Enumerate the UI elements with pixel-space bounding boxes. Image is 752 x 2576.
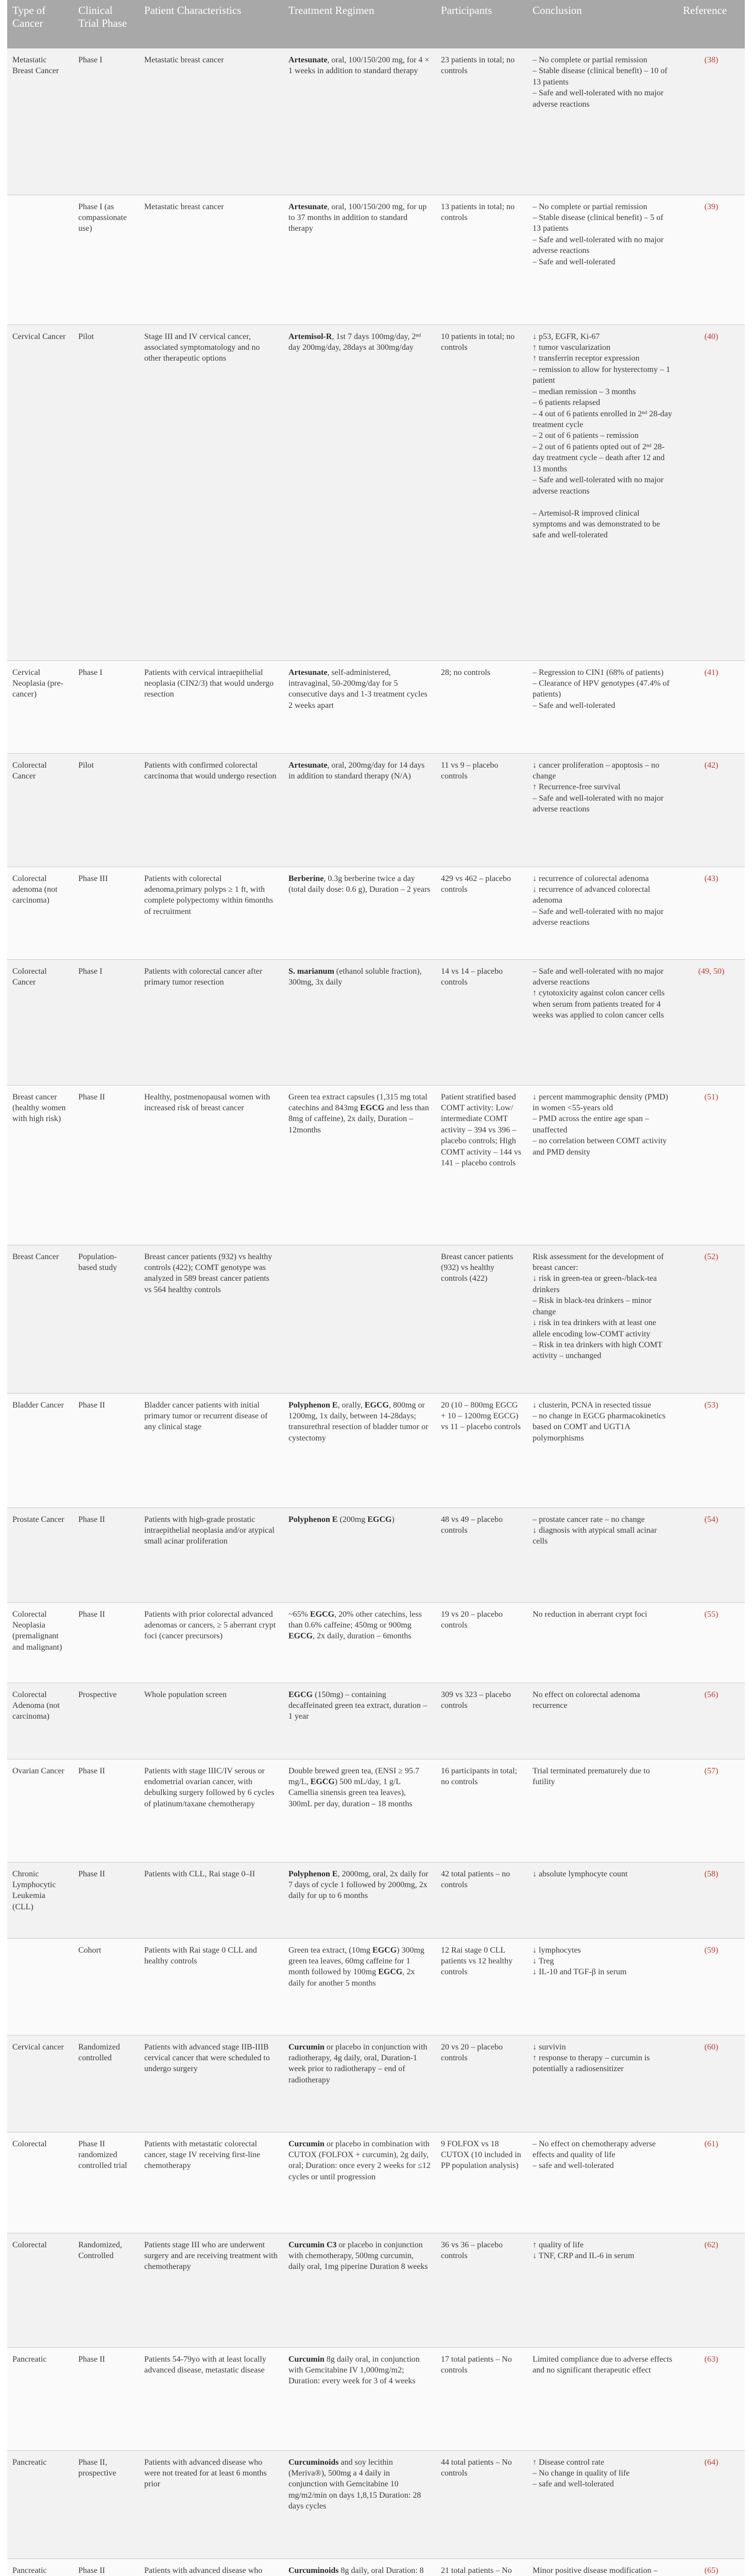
cell-patient-characteristics: Patients with CLL, Rai stage 0–II [139, 1862, 283, 1938]
conclusion-line: ↑ transferrin receptor expression [533, 354, 640, 363]
conclusion-line: Trial terminated prematurely due to futility [533, 1766, 650, 1786]
conclusion-line: ↓ diagnosis with atypical small acinar cells [533, 1526, 657, 1546]
conclusion-line: ↓ risk in green-tea or green-/black-tea drinkers [533, 1274, 657, 1294]
conclusion-line: – Safe and well-tolerated with no major adverse reactions [533, 235, 664, 256]
cell-treatment-regimen: Artesunate, oral, 200mg/day for 14 days in addition to standard therapy (N/A) [283, 753, 436, 867]
conclusion-line: – safe and well-tolerated [533, 2161, 614, 2171]
cell-conclusion [527, 1085, 678, 1245]
conclusion-line: – 6 patients relapsed [533, 398, 601, 408]
cell-patient-characteristics: Patients with Rai stage 0 CLL and healthy controls [139, 1938, 283, 2035]
cell-treatment-regimen: Polyphenon E, 2000mg, oral, 2x daily for 7 days of cycle 1 followed by 2000mg, 2x daily for up to 6 months [283, 1862, 436, 1938]
conclusion-line: – 4 out of 6 patients enrolled in 2ⁿᵈ 28-day treatment cycle [533, 409, 672, 429]
conclusion-line [533, 497, 673, 507]
cell-type-of-cancer: Cervical Neoplasia (pre-cancer) [7, 660, 73, 753]
cell-patient-characteristics: Patients with prior colorectal advanced adenomas or cancers, ≥ 5 aberrant crypt foci (cancer precursors) [139, 1602, 283, 1683]
cell-conclusion [527, 2450, 678, 2558]
conclusion-line: – Risk in tea drinkers with high COMT activity – unchanged [533, 1341, 662, 1361]
cell-treatment-regimen: Polyphenon E, orally, EGCG, 800mg or 1200mg, 1x daily, between 14-28days; transurethral resection of bladder tumor or cystectomy [283, 1393, 436, 1507]
cell-patient-characteristics: Patients with cervical intraepithelial neoplasia (CIN2/3) that would undergo resection [139, 660, 283, 753]
cell-participants: Patient stratified based COMT activity: Low/ intermediate COMT activity – 394 vs 396 – placebo controls; High COMT activity – 144 vs 141 – placebo controls [436, 1085, 527, 1245]
cell-type-of-cancer: Bladder Cancer [7, 1393, 73, 1507]
clinical-trials-table [7, 0, 745, 2576]
conclusion-line: ↓ recurrence of colorectal adenoma [533, 874, 649, 883]
conclusion-line: ↑ cytotoxicity against colon cancer cells when serum from patients treated for 4 weeks was applied to colon cancer cells [533, 989, 665, 1020]
table-row [7, 2450, 745, 2558]
cell-treatment-regimen: Curcumin or placebo in conjunction with radiotherapy, 4g daily, oral, Duration-1 week prior to radiotherapy – end of radiotherapy [283, 2035, 436, 2132]
cell-conclusion [527, 1393, 678, 1507]
conclusion-line: – PMD across the entire age span – unaffected [533, 1114, 650, 1134]
cell-type-of-cancer: Cervical cancer [7, 2035, 73, 2132]
cell-participants: 9 FOLFOX vs 18 CUTOX (10 included in PP population analysis) [436, 2132, 527, 2233]
cell-treatment-regimen: Green tea extract, (10mg EGCG) 300mg green tea leaves, 60mg caffeine for 1 month followed by 100mg EGCG, 2x daily for another 5 months [283, 1938, 436, 2035]
cell-treatment-regimen: Berberine, 0.3g berberine twice a day (total daily dose: 0.6 g), Duration – 2 years [283, 867, 436, 959]
conclusion-line: – 2 out of 6 patients – remission [533, 431, 639, 440]
cell-participants: 36 vs 36 – placebo controls [436, 2233, 527, 2347]
conclusion-line: Minor positive disease modification – [533, 2566, 658, 2575]
table-row [7, 48, 745, 195]
table-row [7, 660, 745, 753]
cell-treatment-regimen: Green tea extract capsules (1,315 mg total catechins and 843mg EGCG and less than 8mg of caffeine), 2x daily, Duration – 12months [283, 1085, 436, 1245]
conclusion-line: – remission to allow for hysterectomy – 1 patient [533, 365, 671, 385]
cell-reference[interactable]: (63) [678, 2347, 745, 2450]
header-treatment-regimen: Treatment Regimen [288, 4, 374, 16]
cell-reference[interactable]: (53) [678, 1393, 745, 1507]
cell-reference[interactable]: (60) [678, 2035, 745, 2132]
cell-reference[interactable]: (55) [678, 1602, 745, 1683]
conclusion-line: – safe and well-tolerated [533, 2480, 614, 2489]
cell-participants: 14 vs 14 – placebo controls [436, 959, 527, 1085]
cell-conclusion [527, 753, 678, 867]
cell-patient-characteristics: Patients with high-grade prostatic intraepithelial neoplasia and/or atypical small acinar proliferation [139, 1507, 283, 1602]
table-row [7, 2233, 745, 2347]
table-row [7, 2558, 745, 2576]
cell-conclusion [527, 1759, 678, 1862]
conclusion-line: – No complete or partial remission [533, 202, 647, 211]
cell-participants: 13 patients in total; no controls [436, 195, 527, 325]
header-reference: Reference [683, 4, 727, 16]
cell-participants: 12 Rai stage 0 CLL patients vs 12 healthy controls [436, 1938, 527, 2035]
conclusion-line: ↑ Recurrence-free survival [533, 783, 621, 792]
conclusion-line: ↑ tumor vascularization [533, 343, 611, 352]
cell-conclusion [527, 2233, 678, 2347]
cell-treatment-regimen: Artesunate, oral, 100/150/200 mg, for up to 37 months in addition to standard therapy [283, 195, 436, 325]
cell-clinical-trial-phase: Phase II [73, 1862, 139, 1938]
cell-participants: 16 participants in total; no controls [436, 1759, 527, 1862]
cell-type-of-cancer: Colorectal Neoplasia (premalignant and malignant) [7, 1602, 73, 1683]
cell-type-of-cancer [7, 195, 73, 325]
cell-participants: 44 total patients – No controls [436, 2450, 527, 2558]
cell-reference[interactable]: (39) [678, 195, 745, 325]
cell-type-of-cancer: Pancreatic [7, 2450, 73, 2558]
conclusion-line: – Stable disease (clinical benefit) – 10 of 13 patients [533, 66, 668, 87]
table-row [7, 2132, 745, 2233]
cell-treatment-regimen: Polyphenon E (200mg EGCG) [283, 1507, 436, 1602]
cell-participants: 20 (10 – 800mg EGCG + 10 – 1200mg EGCG) vs 11 – placebo controls [436, 1393, 527, 1507]
cell-conclusion [527, 2035, 678, 2132]
conclusion-line: ↓ percent mammographic density (PMD) in women <55-years old [533, 1092, 669, 1112]
cell-conclusion [527, 2558, 678, 2576]
cell-type-of-cancer: Colorectal [7, 2132, 73, 2233]
conclusion-line: – No effect on chemotherapy adverse effects and quality of life [533, 2139, 656, 2159]
cell-conclusion [527, 195, 678, 325]
conclusion-line: No reduction in aberrant crypt foci [533, 1609, 647, 1619]
cell-participants: Breast cancer patients (932) vs healthy controls (422) [436, 1245, 527, 1393]
table-row [7, 1393, 745, 1507]
table-row [7, 1602, 745, 1683]
cell-clinical-trial-phase: Pilot [73, 753, 139, 867]
conclusion-line: ↓ lymphocytes [533, 1945, 581, 1955]
header-clinical-trial-phase: Clinical Trial Phase [78, 4, 127, 30]
conclusion-line: Risk assessment for the development of breast cancer: [533, 1252, 664, 1272]
conclusion-line: ↓ recurrence of advanced colorectal adenoma [533, 885, 651, 905]
cell-patient-characteristics: Patients with metastatic colorectal cancer, stage IV receiving first-line chemotherapy [139, 2132, 283, 2233]
cell-clinical-trial-phase: Phase II [73, 1759, 139, 1862]
cell-reference[interactable]: (56) [678, 1683, 745, 1759]
cell-patient-characteristics: Patients with confirmed colorectal carcinoma that would undergo resection [139, 753, 283, 867]
page [7, 0, 745, 2576]
cell-reference[interactable]: (64) [678, 2450, 745, 2558]
cell-type-of-cancer: Colorectal [7, 2233, 73, 2347]
table-row [7, 2035, 745, 2132]
cell-type-of-cancer: Prostate Cancer [7, 1507, 73, 1602]
table-row [7, 753, 745, 867]
cell-type-of-cancer: Metastatic Breast Cancer [7, 48, 73, 195]
cell-treatment-regimen: Curcuminoids and soy lecithin (Meriva®), 500mg a 4 daily in conjunction with Gemcitabine 10 mg/m2/min on days 1,8,15 Duration: 28 days cycles [283, 2450, 436, 2558]
cell-reference[interactable]: (41) [678, 660, 745, 753]
cell-participants: 19 vs 20 – placebo controls [436, 1602, 527, 1683]
cell-patient-characteristics: Patients with colorectal cancer after primary tumor resection [139, 959, 283, 1085]
cell-clinical-trial-phase: Phase II [73, 1602, 139, 1683]
table-row [7, 867, 745, 959]
conclusion-line: ↓ risk in tea drinkers with at least one allele encoding low-COMT activity [533, 1318, 656, 1338]
cell-patient-characteristics: Bladder cancer patients with initial primary tumor or recurrent disease of any clinical stage [139, 1393, 283, 1507]
conclusion-line: ↓ Treg [533, 1956, 554, 1965]
table-row [7, 1759, 745, 1862]
table-row [7, 1085, 745, 1245]
cell-patient-characteristics: Patients with advanced disease who were not treated for at least 6 months prior [139, 2450, 283, 2558]
cell-clinical-trial-phase: Phase II [73, 1085, 139, 1245]
conclusion-line: – Safe and well-tolerated with no major adverse reactions [533, 793, 664, 814]
conclusion-line: – Safe and well-tolerated with no major adverse reactions [533, 476, 664, 496]
cell-clinical-trial-phase: Phase II [73, 2558, 139, 2576]
conclusion-line: ↓ cancer proliferation – apoptosis – no change [533, 760, 660, 781]
cell-conclusion [527, 1938, 678, 2035]
conclusion-line: – Clearance of HPV genotypes (47.4% of patients) [533, 679, 670, 699]
cell-reference[interactable]: (62) [678, 2233, 745, 2347]
cell-clinical-trial-phase: Prospective [73, 1683, 139, 1759]
cell-participants: 42 total patients – no controls [436, 1862, 527, 1938]
cell-conclusion [527, 1862, 678, 1938]
cell-type-of-cancer: Breast cancer (healthy women with high risk) [7, 1085, 73, 1245]
cell-clinical-trial-phase: Phase II randomized controlled trial [73, 2132, 139, 2233]
cell-type-of-cancer: Pancreatic [7, 2558, 73, 2576]
cell-conclusion [527, 325, 678, 660]
conclusion-line: – 2 out of 6 patients opted out of 2ⁿᵈ 28-day treatment cycle – death after 12 and 13 months [533, 442, 665, 473]
cell-participants: 48 vs 49 – placebo controls [436, 1507, 527, 1602]
conclusion-line: – No change in quality of life [533, 2468, 630, 2478]
cell-reference[interactable]: (42) [678, 753, 745, 867]
cell-reference[interactable]: (43) [678, 867, 745, 959]
cell-participants: 28; no controls [436, 660, 527, 753]
cell-treatment-regimen: Artesunate, oral, 100/150/200 mg, for 4 × 1 weeks in addition to standard therapy [283, 48, 436, 195]
cell-patient-characteristics: Patients with colorectal adenoma,primary polyps ≥ 1 ft, with complete polypectomy within 6months of recruitment [139, 867, 283, 959]
cell-conclusion [527, 1507, 678, 1602]
cell-reference[interactable]: (57) [678, 1759, 745, 1862]
table-row [7, 2347, 745, 2450]
cell-treatment-regimen [283, 1245, 436, 1393]
cell-conclusion [527, 2347, 678, 2450]
cell-reference[interactable]: (49, 50) [678, 959, 745, 1085]
cell-clinical-trial-phase: Randomized, Controlled [73, 2233, 139, 2347]
cell-reference[interactable]: (40) [678, 325, 745, 660]
cell-reference[interactable]: (65) [678, 2558, 745, 2576]
cell-participants: 309 vs 323 – placebo controls [436, 1683, 527, 1759]
cell-participants: 23 patients in total; no controls [436, 48, 527, 195]
cell-treatment-regimen: S. marianum (ethanol soluble fraction), 300mg, 3x daily [283, 959, 436, 1085]
cell-patient-characteristics: Metastatic breast cancer [139, 195, 283, 325]
cell-type-of-cancer [7, 1938, 73, 2035]
conclusion-line: ↑ quality of life [533, 2240, 584, 2249]
conclusion-line: – Safe and well-tolerated with no major adverse reactions [533, 907, 664, 927]
cell-type-of-cancer: Cervical Cancer [7, 325, 73, 660]
conclusion-line: – Regression to CIN1 (68% of patients) [533, 668, 664, 677]
cell-clinical-trial-phase: Pilot [73, 325, 139, 660]
cell-treatment-regimen: EGCG (150mg) – containing decaffeinated green tea extract, duration – 1 year [283, 1683, 436, 1759]
table-row [7, 1862, 745, 1938]
conclusion-line: – Safe and well-tolerated [533, 257, 616, 266]
cell-treatment-regimen: ~65% EGCG, 20% other catechins, less than 0.6% caffeine; 450mg or 900mg EGCG, 2x daily, duration – 6months [283, 1602, 436, 1683]
conclusion-line: – Risk in black-tea drinkers – minor change [533, 1296, 652, 1316]
cell-patient-characteristics: Patients 54-79yo with at least locally advanced disease, metastatic disease [139, 2347, 283, 2450]
cell-reference[interactable]: (58) [678, 1862, 745, 1938]
cell-type-of-cancer: Colorectal Adenoma (not carcinoma) [7, 1683, 73, 1759]
cell-reference[interactable]: (59) [678, 1938, 745, 2035]
cell-clinical-trial-phase: Randomized controlled [73, 2035, 139, 2132]
header-participants: Participants [441, 4, 492, 16]
table-row [7, 1245, 745, 1393]
table-row [7, 1938, 745, 2035]
conclusion-line: ↓ survivin [533, 2042, 566, 2052]
cell-patient-characteristics: Patients stage III who are underwent surgery and are receiving treatment with chemotherapy [139, 2233, 283, 2347]
conclusion-line: ↓ p53, EGFR, Ki-67 [533, 332, 600, 341]
cell-reference[interactable]: (38) [678, 48, 745, 195]
conclusion-line: – Artemisol-R improved clinical symptoms and was demonstrated to be safe and well-tolerated [533, 509, 660, 540]
conclusion-line: No effect on colorectal adenoma recurrence [533, 1690, 640, 1710]
cell-patient-characteristics: Stage III and IV cervical cancer, associated symptomatology and no other therapeutic options [139, 325, 283, 660]
conclusion-line: Limited compliance due to adverse effects and no significant therapeutic effect [533, 2354, 673, 2375]
cell-clinical-trial-phase: Phase I [73, 48, 139, 195]
cell-patient-characteristics: Patients with stage IIIC/IV serous or endometrial ovarian cancer, with debulking surgery followed by 6 cycles of platinum/taxane chemotherapy [139, 1759, 283, 1862]
conclusion-line: – Safe and well-tolerated with no major adverse reactions [533, 967, 664, 987]
cell-patient-characteristics: Breast cancer patients (932) vs healthy controls (422); COMT genotype was analyzed in 589 breast cancer patients vs 564 healthy controls [139, 1245, 283, 1393]
table-row [7, 325, 745, 660]
conclusion-line: – prostate cancer rate – no change [533, 1515, 645, 1524]
cell-conclusion [527, 1602, 678, 1683]
cell-conclusion [527, 959, 678, 1085]
header-patient-characteristics: Patient Characteristics [144, 4, 242, 16]
cell-clinical-trial-phase: Phase II [73, 2347, 139, 2450]
conclusion-line: – no change in EGCG pharmacokinetics based on COMT and UGT1A polymorphisms [533, 1411, 666, 1443]
cell-treatment-regimen: Curcumin 8g daily oral, in conjunction with Gemcitabine IV 1,000mg/m2; Duration: every week for 3 of 4 weeks [283, 2347, 436, 2450]
cell-participants: 20 vs 20 – placebo controls [436, 2035, 527, 2132]
conclusion-line: – No complete or partial remission [533, 56, 647, 64]
cell-treatment-regimen: Artesunate, self-administered, intravaginal, 50-200mg/day for 5 consecutive days and 1-3 treatment cycles 2 weeks apart [283, 660, 436, 753]
table-row [7, 1683, 745, 1759]
cell-participants: 11 vs 9 – placebo controls [436, 753, 527, 867]
cell-type-of-cancer: Colorectal Cancer [7, 753, 73, 867]
cell-clinical-trial-phase: Phase I [73, 959, 139, 1085]
cell-type-of-cancer: Ovarian Cancer [7, 1759, 73, 1862]
cell-clinical-trial-phase: Phase I [73, 660, 139, 753]
cell-type-of-cancer: Breast Cancer [7, 1245, 73, 1393]
cell-reference[interactable]: (51) [678, 1085, 745, 1245]
cell-type-of-cancer: Chronic Lymphocytic Leukemia (CLL) [7, 1862, 73, 1938]
cell-patient-characteristics: Healthy, postmenopausal women with increased risk of breast cancer [139, 1085, 283, 1245]
cell-type-of-cancer: Colorectal adenoma (not carcinoma) [7, 867, 73, 959]
conclusion-line: – Stable disease (clinical benefit) – 5 of 13 patients [533, 213, 663, 233]
cell-conclusion [527, 2132, 678, 2233]
table-row [7, 959, 745, 1085]
cell-treatment-regimen: Curcumin or placebo in combination with CUTOX (FOLFOX + curcumin), 2g daily, oral; Duration: once every 2 weeks for ≤12 cycles or until progression [283, 2132, 436, 2233]
cell-conclusion [527, 48, 678, 195]
cell-reference[interactable]: (54) [678, 1507, 745, 1602]
cell-participants: 21 total patients – No [436, 2558, 527, 2576]
conclusion-line: – median remission – 3 months [533, 387, 636, 396]
cell-treatment-regimen: Curcumin C3 or placebo in conjunction with chemotherapy, 500mg curcumin, daily oral, 1mg piperine Duration 8 weeks [283, 2233, 436, 2347]
header-conclusion: Conclusion [533, 4, 582, 16]
cell-participants: 10 patients in total; no controls [436, 325, 527, 660]
cell-clinical-trial-phase: Phase I (as compassionate use) [73, 195, 139, 325]
cell-reference[interactable]: (52) [678, 1245, 745, 1393]
conclusion-line: – Safe and well-tolerated with no major adverse reactions [533, 89, 664, 109]
conclusion-line: ↑ Disease control rate [533, 2458, 605, 2467]
cell-treatment-regimen: Artemisol-R, 1st 7 days 100mg/day, 2ⁿᵈ day 200mg/day, 28days at 300mg/day [283, 325, 436, 660]
table-row [7, 195, 745, 325]
conclusion-line: ↓ TNF, CRP and IL-6 in serum [533, 2251, 635, 2260]
conclusion-line: – Safe and well-tolerated [533, 701, 616, 710]
conclusion-line: – no correlation between COMT activity and PMD density [533, 1137, 667, 1157]
cell-treatment-regimen: Double brewed green tea, (ENSI ≥ 95.7 mg/L, EGCG) 500 mL/day, 1 g/L Camellia sinensis green tea leaves), 300mL per day, duration – 18 months [283, 1759, 436, 1862]
table-row [7, 1507, 745, 1602]
cell-clinical-trial-phase: Phase II, prospective [73, 2450, 139, 2558]
cell-participants: 17 total patients – No controls [436, 2347, 527, 2450]
cell-clinical-trial-phase: Cohort [73, 1938, 139, 2035]
cell-type-of-cancer: Pancreatic [7, 2347, 73, 2450]
conclusion-line: ↓ IL-10 and TGF-β in serum [533, 1968, 627, 1977]
cell-clinical-trial-phase: Phase III [73, 867, 139, 959]
cell-patient-characteristics: Patients with advanced stage IIB-IIIB cervical cancer that were scheduled to undergo surgery [139, 2035, 283, 2132]
cell-treatment-regimen: Curcuminoids 8g daily, oral Duration: 8 [283, 2558, 436, 2576]
cell-type-of-cancer: Colorectal Cancer [7, 959, 73, 1085]
table-header-row [7, 0, 745, 48]
cell-conclusion [527, 1245, 678, 1393]
conclusion-line: ↑ response to therapy – curcumin is potentially a radiosensitizer [533, 2053, 650, 2074]
cell-conclusion [527, 1683, 678, 1759]
cell-reference[interactable]: (61) [678, 2132, 745, 2233]
header-type-of-cancer: Type of Cancer [12, 4, 46, 30]
cell-clinical-trial-phase: Phase II [73, 1507, 139, 1602]
cell-patient-characteristics: Whole population screen [139, 1683, 283, 1759]
cell-patient-characteristics: Patients with advanced disease who [139, 2558, 283, 2576]
conclusion-line: ↓ absolute lymphocyte count [533, 1869, 628, 1878]
cell-clinical-trial-phase: Phase II [73, 1393, 139, 1507]
conclusion-line: ↓ clusterin, PCNA in resected tissue [533, 1400, 652, 1410]
cell-clinical-trial-phase: Population-based study [73, 1245, 139, 1393]
table-body [7, 48, 745, 2576]
cell-participants: 429 vs 462 – placebo controls [436, 867, 527, 959]
cell-conclusion [527, 660, 678, 753]
cell-patient-characteristics: Metastatic breast cancer [139, 48, 283, 195]
cell-conclusion [527, 867, 678, 959]
